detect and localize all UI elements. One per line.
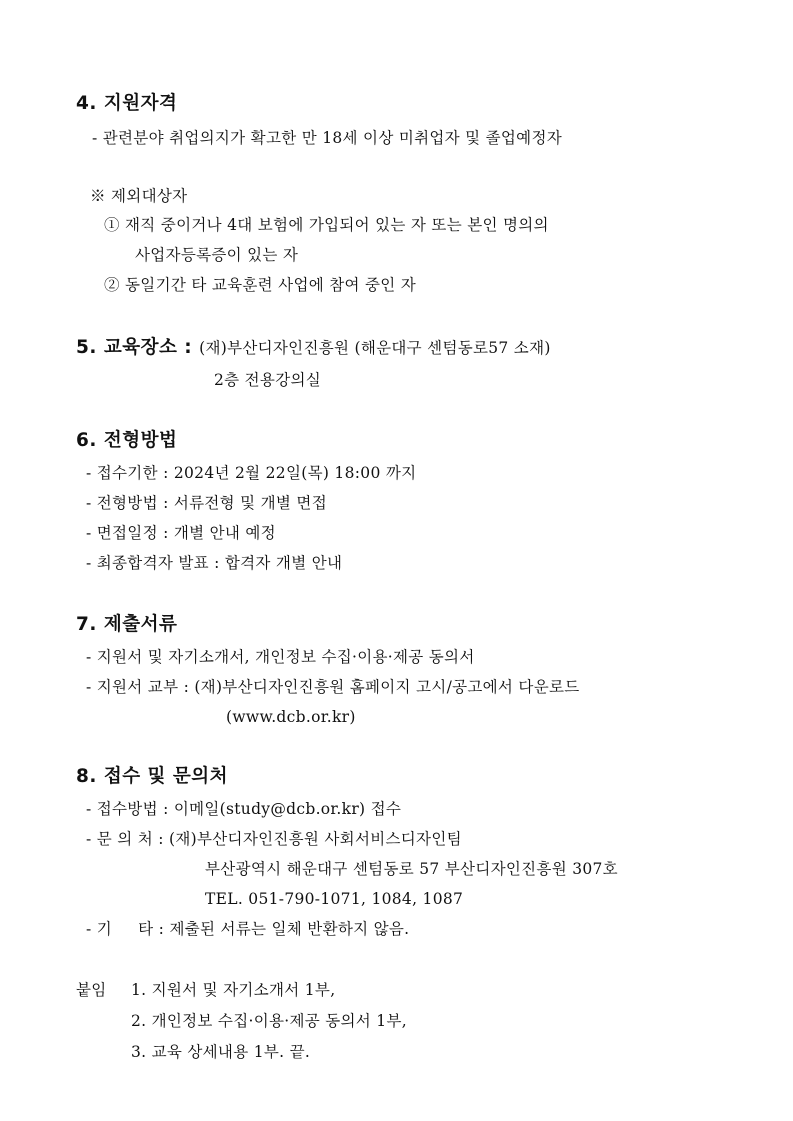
- section-7-url: (www.dcb.or.kr): [226, 708, 356, 726]
- section-7-item: - 지원서 및 자기소개서, 개인정보 수집·이용·제공 동의서: [86, 648, 475, 666]
- section-6-item: - 전형방법 : 서류전형 및 개별 면접: [86, 494, 327, 512]
- attachment-item: 3. 교육 상세내용 1부. 끝.: [131, 1043, 311, 1061]
- section-5-heading: [76, 338, 551, 358]
- section-6-item: - 최종합격자 발표 : 합격자 개별 안내: [86, 554, 343, 572]
- section-8-contact-tel: TEL. 051-790-1071, 1084, 1087: [205, 890, 464, 908]
- section-8-etc: [86, 919, 409, 939]
- attachment-label: 붙임: [76, 981, 107, 999]
- section-7-heading: 7. 제출서류: [76, 614, 178, 635]
- attachment-item: 1. 지원서 및 자기소개서 1부,: [131, 981, 336, 999]
- section-5-room: 2층 전용강의실: [214, 371, 322, 389]
- section-8-contact-label: - 문 의 처 :: [86, 830, 164, 848]
- section-8-etc-value: 제출된 서류는 일체 반환하지 않음.: [169, 920, 410, 938]
- section-8-contact-org: (재)부산디자인진흥원 사회서비스디자인팀: [169, 830, 462, 848]
- section-4-exclusion-2: ② 동일기간 타 교육훈련 사업에 참여 중인 자: [104, 276, 417, 294]
- section-4-exclusion-1-cont: 사업자등록증이 있는 자: [135, 246, 299, 264]
- section-4-exclusion-title: ※ 제외대상자: [90, 187, 188, 205]
- section-4-exclusion-1: ① 재직 중이거나 4대 보험에 가입되어 있는 자 또는 본인 명의의: [104, 216, 549, 234]
- section-6-heading: 6. 전형방법: [76, 430, 178, 451]
- section-5-title: 5. 교육장소 :: [76, 337, 193, 358]
- section-8-etc-label: - 기 타 :: [86, 920, 165, 938]
- section-8-method: - 접수방법 : 이메일(study@dcb.or.kr) 접수: [86, 800, 402, 818]
- section-6-item: - 면접일정 : 개별 안내 예정: [86, 524, 276, 542]
- section-5-location: (재)부산디자인진흥원 (해운대구 센텀동로57 소재): [199, 339, 551, 357]
- section-6-item: - 접수기한 : 2024년 2월 22일(목) 18:00 까지: [86, 464, 417, 482]
- attachment-item: 2. 개인정보 수집·이용·제공 동의서 1부,: [131, 1012, 407, 1030]
- section-8-contact-address: 부산광역시 해운대구 센텀동로 57 부산디자인진흥원 307호: [205, 860, 618, 878]
- section-8-contact: [86, 829, 462, 849]
- section-4-eligibility: - 관련분야 취업의지가 확고한 만 18세 이상 미취업자 및 졸업예정자: [92, 129, 563, 147]
- section-4-heading: 4. 지원자격: [76, 93, 178, 114]
- section-8-heading: 8. 접수 및 문의처: [76, 766, 228, 787]
- section-7-item: - 지원서 교부 : (재)부산디자인진흥원 홈페이지 고시/공고에서 다운로드: [86, 678, 580, 696]
